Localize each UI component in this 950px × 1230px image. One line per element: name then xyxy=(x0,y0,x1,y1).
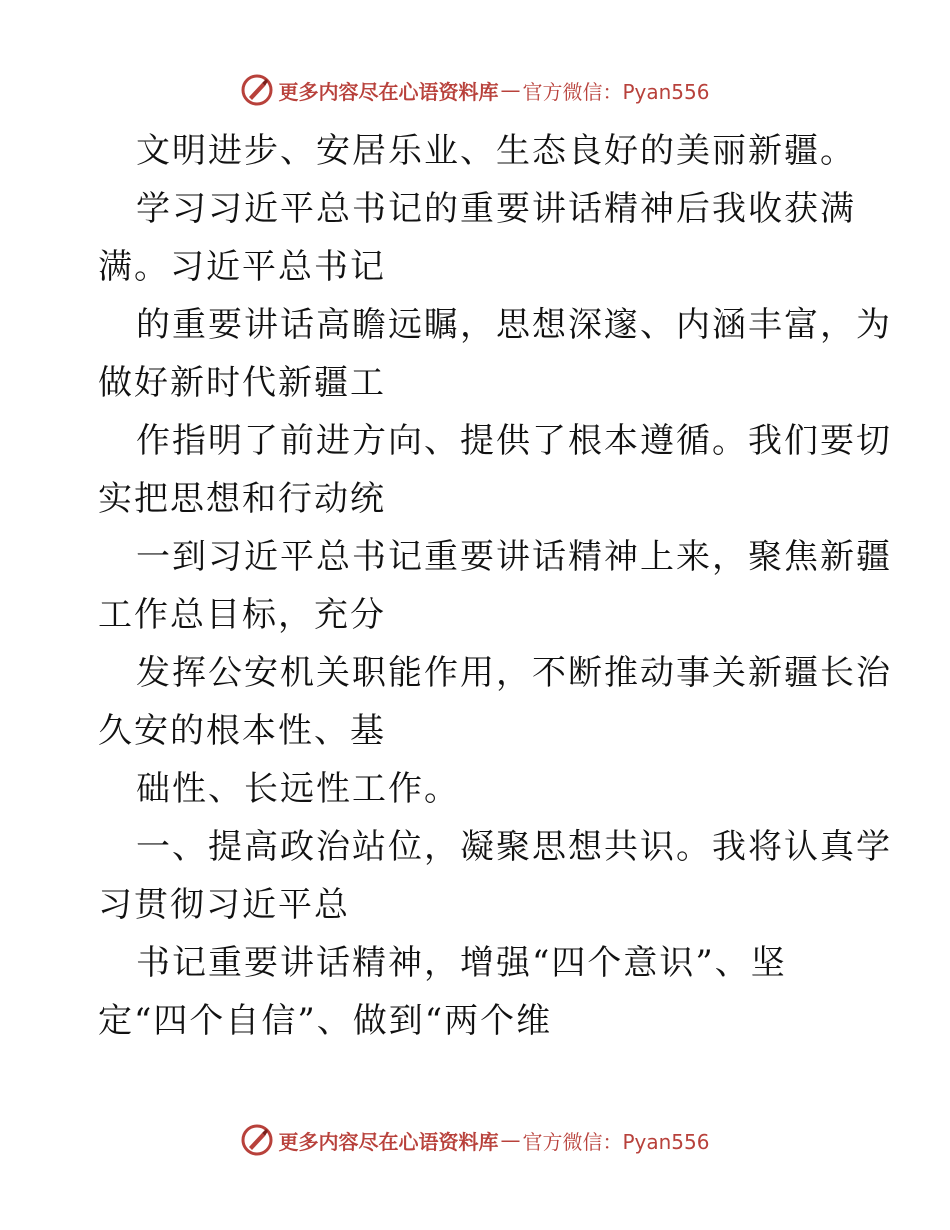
text-line: 一、提高政治站位，凝聚思想共识。我将认真学 xyxy=(136,827,892,867)
text-line: 做好新时代新疆工 xyxy=(98,363,386,403)
watermark-text: 更多内容尽在心语资料库 xyxy=(278,1129,499,1154)
text-line: 的重要讲话高瞻远瞩，思想深邃、内涵丰富，为 xyxy=(136,305,892,345)
text-line: 实把思想和行动统 xyxy=(98,479,386,519)
text-line: 定“四个自信”、做到“两个维 xyxy=(98,1001,553,1041)
watermark-contact: 官方微信：Pyan556 xyxy=(522,79,710,104)
text-line: 学习习近平总书记的重要讲话精神后我收获满 xyxy=(136,189,856,229)
document-body xyxy=(98,122,892,1050)
header-watermark xyxy=(0,70,950,110)
pen-logo-icon xyxy=(240,1123,274,1157)
footer-watermark xyxy=(0,1120,950,1160)
text-line: 满。习近平总书记 xyxy=(98,247,386,287)
text-line: 发挥公安机关职能作用，不断推动事关新疆长治 xyxy=(136,653,892,693)
text-line: 书记重要讲话精神，增强“四个意识”、坚 xyxy=(136,943,787,983)
text-line: 工作总目标，充分 xyxy=(98,595,386,635)
watermark-text: 更多内容尽在心语资料库 xyxy=(278,79,499,104)
watermark-contact: 官方微信：Pyan556 xyxy=(522,1129,710,1154)
text-line: 础性、长远性工作。 xyxy=(136,769,460,809)
text-line: 久安的根本性、基 xyxy=(98,711,386,751)
watermark-dash: — xyxy=(500,78,521,102)
pen-logo-icon xyxy=(240,73,274,107)
text-line: 习贯彻习近平总 xyxy=(98,885,350,925)
text-line: 作指明了前进方向、提供了根本遵循。我们要切 xyxy=(136,421,892,461)
text-line: 文明进步、安居乐业、生态良好的美丽新疆。 xyxy=(136,131,856,171)
text-line: 一到习近平总书记重要讲话精神上来，聚焦新疆 xyxy=(136,537,892,577)
watermark-dash: — xyxy=(500,1128,521,1152)
